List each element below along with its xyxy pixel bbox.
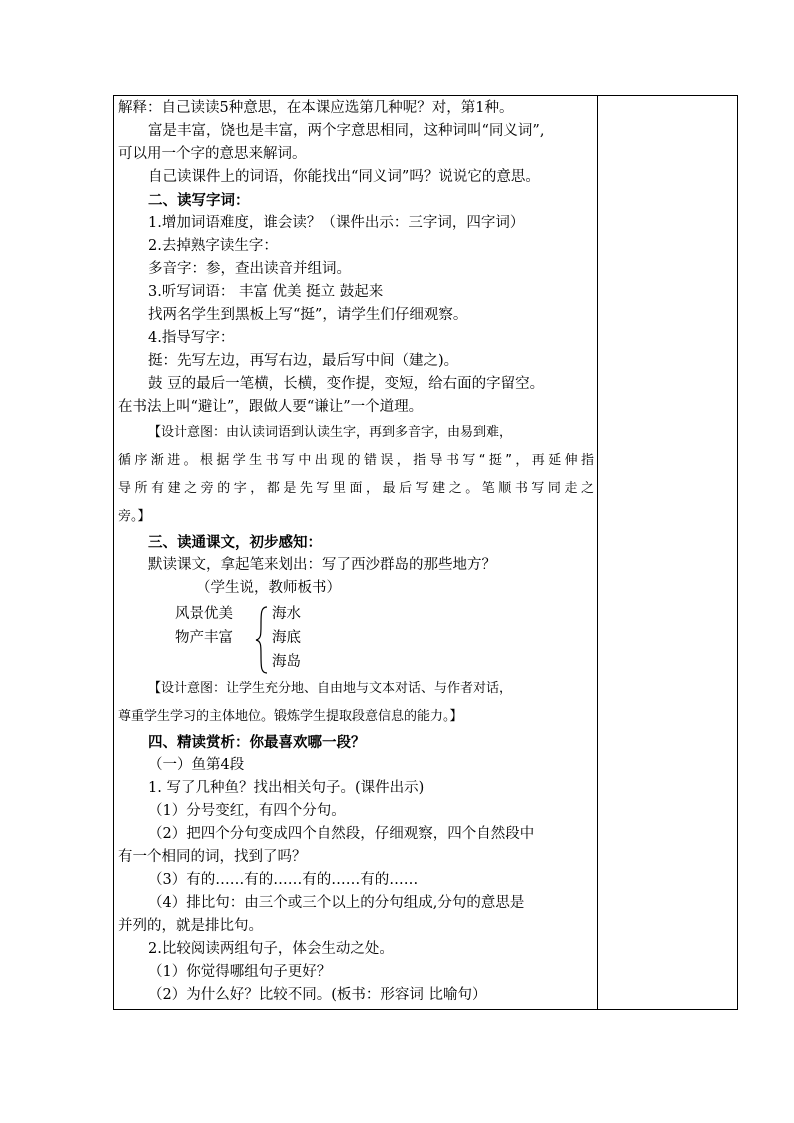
text-line: 2.去掉熟字读生字： — [148, 238, 278, 254]
section-heading: 三、读通课文，初步感知： — [148, 534, 322, 551]
board-right-item: 海岛 — [272, 654, 301, 670]
text-line: （3）有的……有的……有的……有的…… — [148, 872, 419, 888]
section-heading: 四、精读赏析：你最喜欢哪一段？ — [148, 734, 366, 751]
text-line: 解释：自己读读5种意思，在本课应选第几种呢？对，第1种。 — [118, 100, 514, 116]
text-line: （4）排比句：由三个或三个以上的分句组成,分句的意思是 — [148, 895, 525, 911]
text-line: 有一个相同的词，找到了吗？ — [118, 849, 307, 865]
text-line: 默读课文，拿起笔来划出：写了西沙群岛的那些地方？ — [148, 557, 496, 573]
text-line: 在书法上叫“避让”，跟做人要“谦让”一个道理。 — [118, 399, 424, 415]
text-line: 自己读课件上的词语，你能找出“同义词”吗？说说它的意思。 — [148, 169, 540, 185]
board-right-item: 海底 — [272, 630, 301, 646]
board-left-item: 风景优美 — [175, 606, 233, 622]
design-note-line: 【设计意图：由认读词语到认读生字，再到多音字，由易到难， — [148, 425, 513, 440]
text-line: 并列的，就是排比句。 — [118, 918, 263, 934]
text-line: （2）把四个分句变成四个自然段，仔细观察，四个自然段中 — [148, 826, 535, 842]
text-line: 多音字：参，查出读音并组词。 — [148, 261, 351, 277]
brace-icon — [255, 605, 269, 675]
text-line: （一）鱼第4段 — [148, 757, 245, 773]
text-line: 挺：先写左边，再写右边，最后写中间（建之)。 — [148, 353, 459, 369]
text-line: （1）分号变红，有四个分句。 — [148, 803, 346, 819]
text-line: 鼓 豆的最后一笔横，长横，变作提，变短，给右面的字留空。 — [148, 376, 545, 392]
text-line: 富是丰富，饶也是丰富，两个字意思相同，这种词叫“同义词”, — [148, 123, 545, 139]
text-line: 3.听写词语： 丰富 优美 挺立 鼓起来 — [148, 284, 384, 300]
text-line: 1.增加词语难度，谁会读？（课件出示：三字词，四字词） — [148, 215, 525, 231]
board-right-item: 海水 — [272, 606, 301, 622]
lesson-plan-cell — [118, 97, 594, 1007]
text-line: 找两名学生到黑板上写“挺”，请学生们仔细观察。 — [148, 307, 468, 323]
column-divider — [597, 95, 598, 1010]
text-line: 1. 写了几种鱼？找出相关句子。(课件出示) — [148, 780, 425, 796]
text-line: （学生说，教师板书） — [196, 580, 341, 596]
design-note-line: 【设计意图：让学生充分地、自由地与文本对话、与作者对话， — [148, 681, 513, 696]
text-line: （2）为什么好？比较不同。(板书：形容词 比喻句） — [148, 987, 487, 1003]
board-left-item: 物产丰富 — [175, 630, 233, 646]
design-note-line: 导所有建之旁的字，都是先写里面，最后写建之。笔顺书写同走之 — [118, 481, 594, 496]
text-line: 4.指导写字： — [148, 330, 235, 346]
section-heading: 二、读写字词： — [148, 192, 250, 209]
text-line: 可以用一个字的意思来解词。 — [118, 146, 307, 162]
design-note-line: 尊重学生学习的主体地位。锻炼学生提取段意信息的能力。】 — [118, 709, 463, 724]
text-line: 2.比较阅读两组句子，体会生动之处。 — [148, 941, 394, 957]
text-line: （1）你觉得哪组句子更好？ — [148, 964, 332, 980]
design-note-line: 旁。】 — [118, 509, 151, 524]
design-note-line: 循序渐进。根据学生书写中出现的错误，指导书写“挺”，再延伸指 — [118, 453, 594, 468]
